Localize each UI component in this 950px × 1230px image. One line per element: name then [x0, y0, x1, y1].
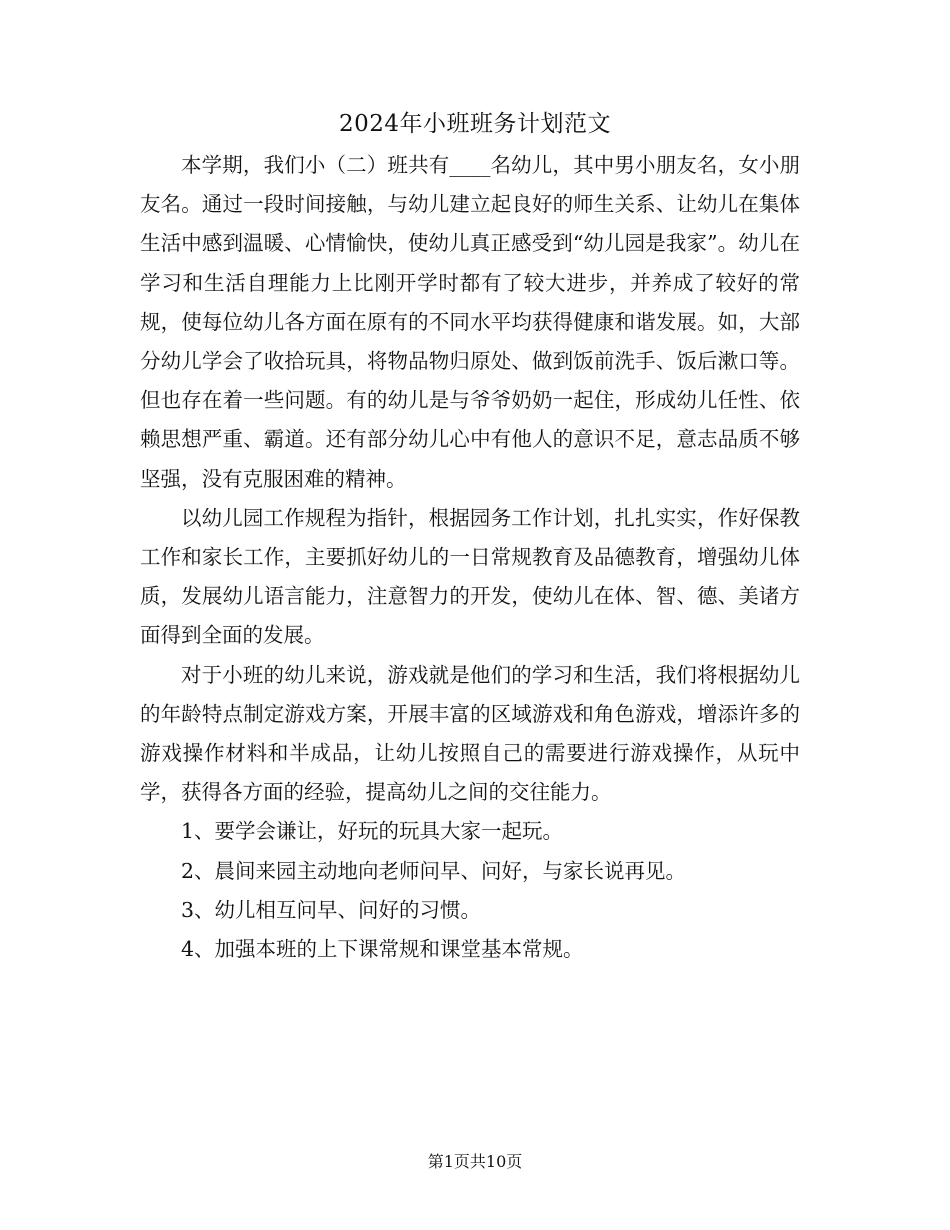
document-body [140, 146, 800, 969]
page-number-footer: 第1页共10页 [427, 1152, 523, 1171]
list-item: 4、加强本班的上下课常规和课堂基本常规。 [181, 937, 584, 962]
list-item: 1、要学会谦让，好玩的玩具大家一起玩。 [181, 819, 564, 844]
list-item: 3、幼儿相互问早、问好的习惯。 [181, 897, 482, 922]
list-item: 2、晨间来园主动地向老师问早、问好，与家长说再见。 [181, 858, 687, 883]
document-title: 2024年小班班务计划范文 [338, 111, 612, 137]
paragraph-class-overview: 本学期，我们小（二）班共有____名幼儿，其中男小朋友名，女小朋友名。通过一段时间接触，与幼儿建立起良好的师生关系、让幼儿在集体生活中感到温暖、心情愉快，使幼儿真正感受到“幼儿园是我家”。幼儿在学习和生活自理能力上比刚开学时都有了较大进步，并养成了较好的常规，使每位幼儿各方面在原有的不同水平均获得健康和谐发展。如，大部分幼儿学会了收拾玩具，将物品物归原处、做到饭前洗手、饭后漱口等。但也存在着一些问题。有的幼儿是与爷爷奶奶一起住，形成幼儿任性、依赖思想严重、霸道。还有部分幼儿心中有他人的意识不足，意志品质不够坚强，没有克服困难的精神。 [140, 153, 800, 491]
paragraph-game-plan: 对于小班的幼儿来说，游戏就是他们的学习和生活，我们将根据幼儿的年龄特点制定游戏方案，开展丰富的区域游戏和角色游戏，增添许多的游戏操作材料和半成品，让幼儿按照自己的需要进行游戏操作，从玩中学，获得各方面的经验，提高幼儿之间的交往能力。 [140, 662, 800, 805]
paragraph-work-guideline: 以幼儿园工作规程为指针，根据园务工作计划，扎扎实实，作好保教工作和家长工作，主要抓好幼儿的一日常规教育及品德教育，增强幼儿体质，发展幼儿语言能力，注意智力的开发，使幼儿在体、智、德、美诸方面得到全面的发展。 [140, 505, 800, 648]
